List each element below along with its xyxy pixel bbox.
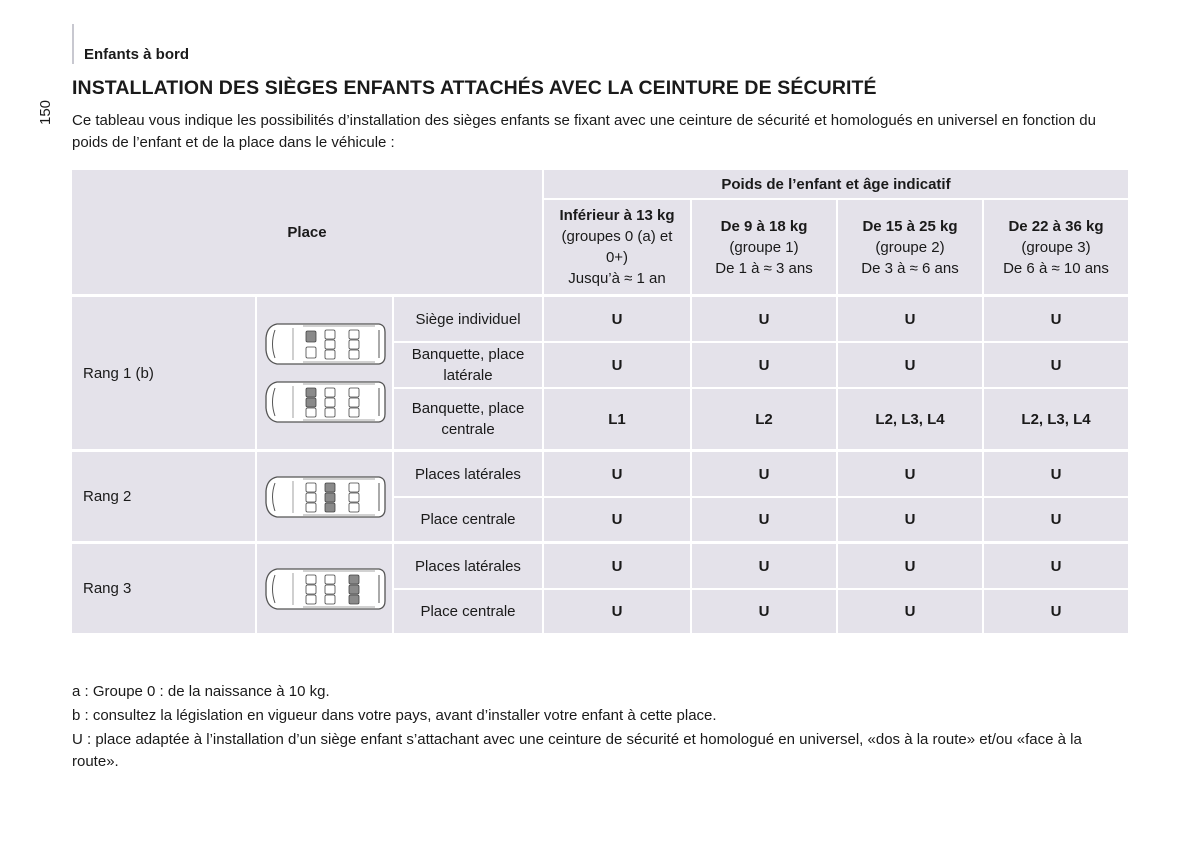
value-cell: U [692, 297, 836, 341]
seat-label: Place centrale [394, 498, 542, 541]
column-weight: De 22 à 36 kg [1008, 217, 1104, 235]
value-cell: L2, L3, L4 [838, 389, 982, 449]
row-name: Rang 3 [72, 544, 255, 633]
column-header [838, 200, 982, 294]
value-cell: U [984, 590, 1128, 633]
column-group: (groupe 1) [729, 238, 799, 256]
column-group: (groupe 2) [875, 238, 945, 256]
car-top-view-row3-icon [263, 563, 387, 615]
footnote-a: a : Groupe 0 : de la naissance à 10 kg. [72, 683, 330, 700]
row-name: Rang 2 [72, 452, 255, 541]
car-diagram-cell [257, 544, 392, 633]
section-marker-bar [72, 24, 74, 64]
value-cell: L1 [544, 389, 690, 449]
child-seat-table [72, 170, 1128, 633]
section-title: Enfants à bord [84, 46, 190, 63]
row-name: Rang 1 (b) [72, 297, 255, 449]
seat-label: Banquette, place centrale [394, 389, 542, 449]
column-header [692, 200, 836, 294]
car-top-view-row2-icon [263, 471, 387, 523]
value-cell: U [692, 452, 836, 496]
column-group: (groupes 0 (a) et 0+) [561, 228, 673, 266]
column-group: (groupe 3) [1021, 238, 1091, 256]
value-cell: U [838, 590, 982, 633]
value-cell: U [544, 343, 690, 387]
column-weight: Inférieur à 13 kg [559, 207, 675, 224]
footnote-b: b : consultez la législation en vigueur dans votre pays, avant d’installer votre enfant à cette place. [72, 707, 717, 724]
value-cell: U [984, 498, 1128, 541]
footnotes [72, 681, 1132, 775]
column-weight: De 15 à 25 kg [862, 217, 958, 235]
column-age: Jusqu’à ≈ 1 an [568, 270, 666, 287]
value-cell: U [984, 452, 1128, 496]
value-cell: U [838, 297, 982, 341]
column-age: De 6 à ≈ 10 ans [1003, 259, 1109, 277]
car-diagram-cell [257, 452, 392, 541]
seat-label: Banquette, place latérale [394, 343, 542, 387]
column-weight: De 9 à 18 kg [720, 217, 808, 235]
value-cell: U [544, 297, 690, 341]
value-cell: U [838, 452, 982, 496]
page-title: INSTALLATION DES SIÈGES ENFANTS ATTACHÉS AVEC LA CEINTURE DE SÉCURITÉ [72, 77, 877, 99]
value-cell: U [984, 544, 1128, 588]
car-top-view-front-bench-icon [263, 376, 387, 428]
value-cell: U [544, 590, 690, 633]
value-cell: U [984, 343, 1128, 387]
page-number: 150 [37, 99, 54, 125]
column-age: De 1 à ≈ 3 ans [715, 259, 813, 277]
value-cell: U [544, 544, 690, 588]
intro-paragraph: Ce tableau vous indique les possibilités d’installation des sièges enfants se fixant avec une ceinture de sécurité et homologués en universel en fonction du poids de l’enfant et de la place dans le véhicule : [72, 112, 1096, 151]
value-cell: U [544, 452, 690, 496]
place-header: Place [72, 170, 542, 294]
seat-label: Places latérales [394, 452, 542, 496]
value-cell: U [692, 498, 836, 541]
value-cell: L2, L3, L4 [984, 389, 1128, 449]
column-header [984, 200, 1128, 294]
column-header [544, 200, 690, 294]
footnote-u: U : place adaptée à l’installation d’un siège enfant s’attachant avec une ceinture de sécurité et homologué en universel, «dos à la route» et/ou «face à la route». [72, 731, 1082, 770]
value-cell: U [838, 498, 982, 541]
column-age: De 3 à ≈ 6 ans [861, 259, 959, 277]
value-cell: U [544, 498, 690, 541]
seat-label: Places latérales [394, 544, 542, 588]
value-cell: U [692, 590, 836, 633]
weight-header: Poids de l’enfant et âge indicatif [544, 170, 1128, 198]
value-cell: U [984, 297, 1128, 341]
car-top-view-front-single-seat-icon [263, 318, 387, 370]
value-cell: L2 [692, 389, 836, 449]
value-cell: U [838, 544, 982, 588]
value-cell: U [692, 343, 836, 387]
value-cell: U [692, 544, 836, 588]
car-diagram-cell [257, 297, 392, 449]
seat-label: Siège individuel [394, 297, 542, 341]
seat-label: Place centrale [394, 590, 542, 633]
value-cell: U [838, 343, 982, 387]
